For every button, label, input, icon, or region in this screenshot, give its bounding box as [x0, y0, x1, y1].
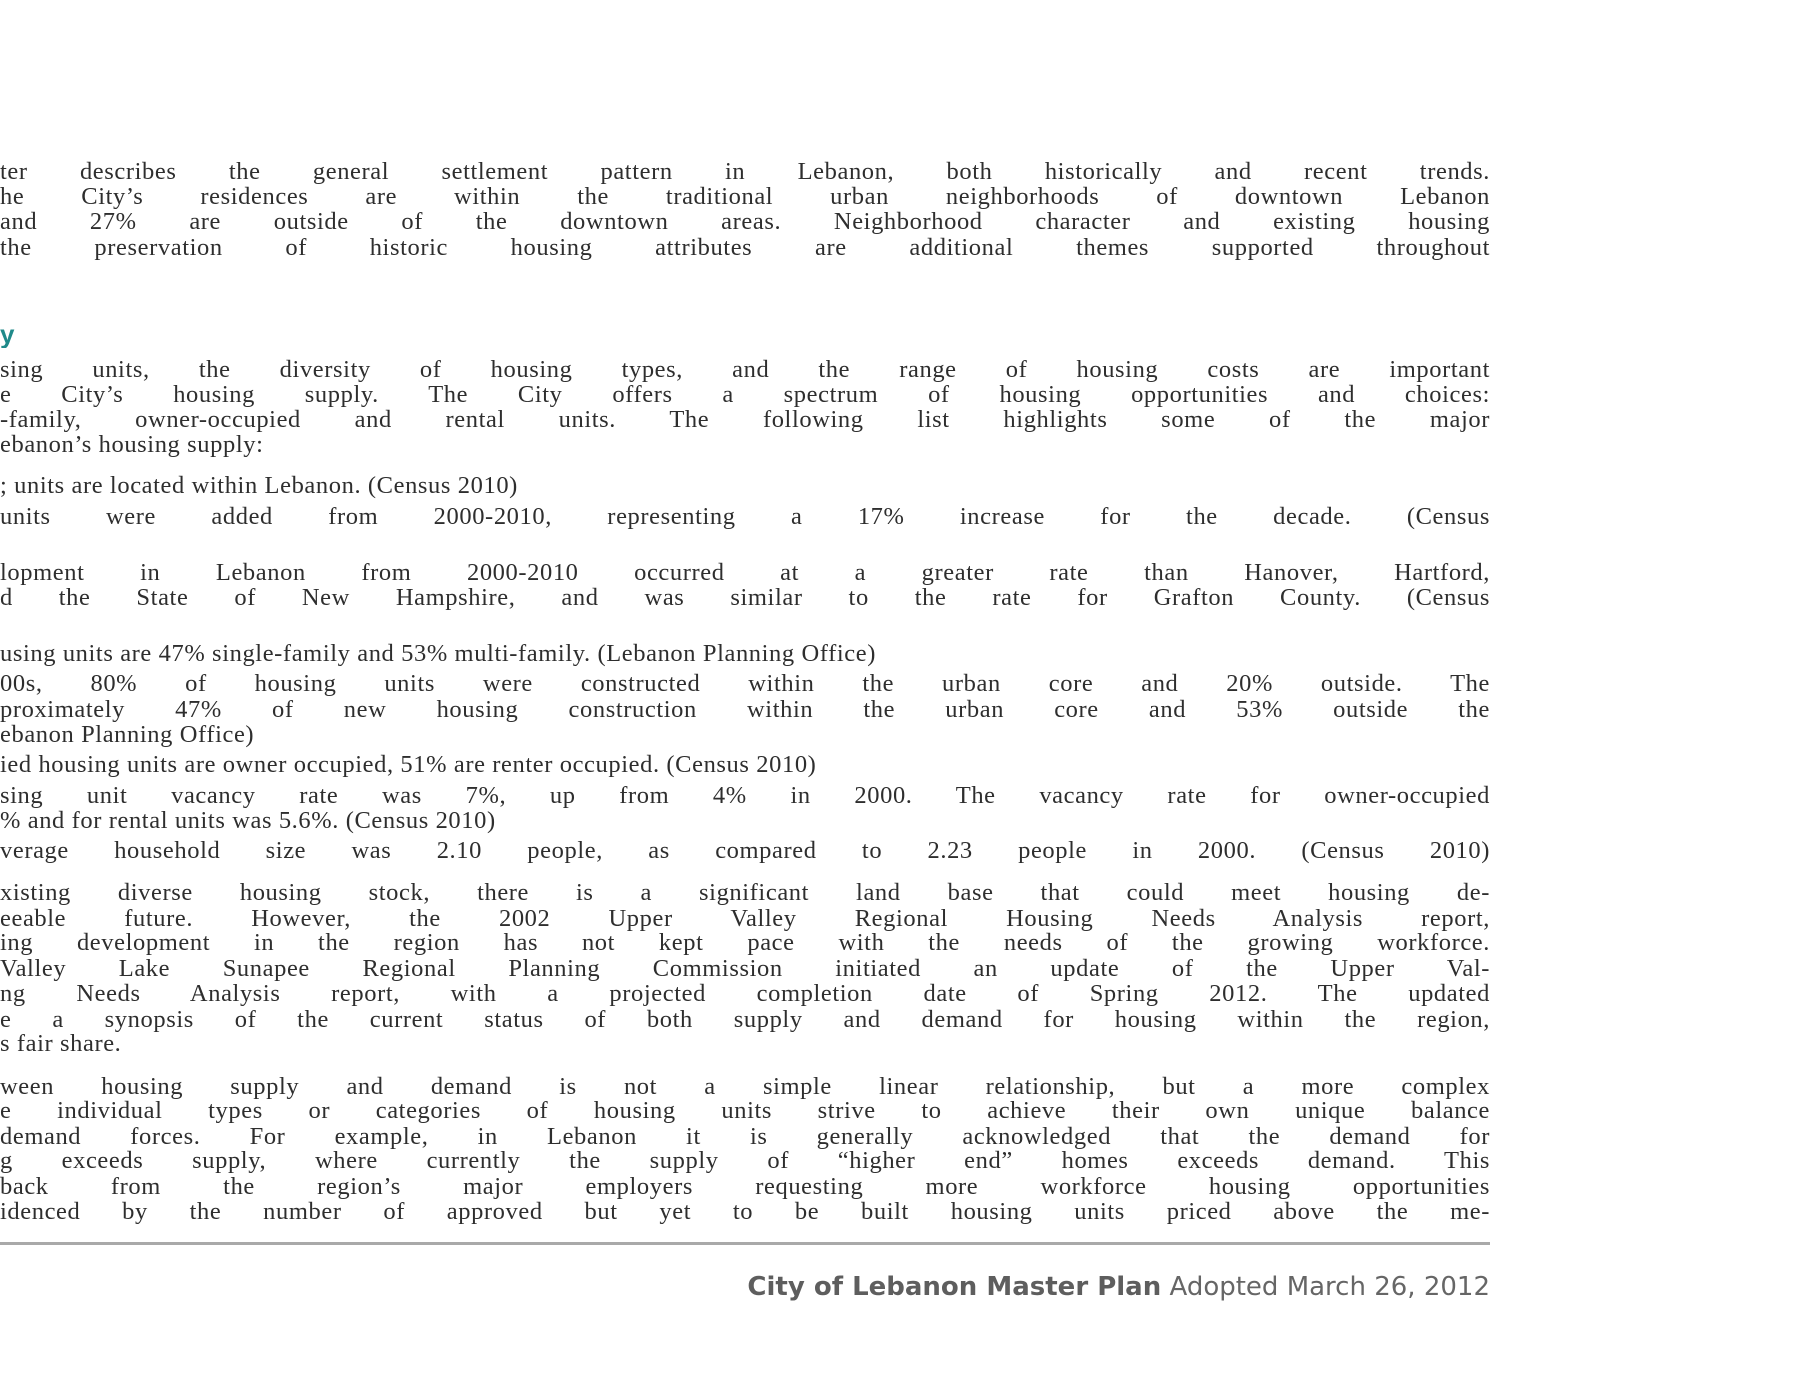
text-line: ing development in the region has not kept pace with the needs of the growing workforce.	[0, 929, 1490, 956]
text-line: the preservation of historic housing attributes are additional themes supported throughout	[0, 234, 1490, 261]
text-line: eeable future. However, the 2002 Upper Valley Regional Housing Needs Analysis report,	[0, 905, 1490, 932]
text-line: xisting diverse housing stock, there is a significant land base that could meet housing de-	[0, 879, 1490, 906]
page-footer	[747, 1272, 1490, 1302]
text-line: and 27% are outside of the downtown areas. Neighborhood character and existing housing	[0, 208, 1490, 235]
footer-title: City of Lebanon Master Plan	[747, 1272, 1162, 1302]
text-line: e a synopsis of the current status of both supply and demand for housing within the region,	[0, 1006, 1490, 1033]
list-item: verage household size was 2.10 people, as compared to 2.23 people in 2000. (Census 2010)	[0, 837, 1490, 864]
list-item: ied housing units are owner occupied, 51% are renter occupied. (Census 2010)	[0, 751, 817, 778]
list-item: ; units are located within Lebanon. (Census 2010)	[0, 472, 518, 499]
text-line: sing units, the diversity of housing types, and the range of housing costs are important	[0, 356, 1490, 383]
list-item: using units are 47% single-family and 53% multi-family. (Lebanon Planning Office)	[0, 640, 876, 667]
text-line: ebanon’s housing supply:	[0, 431, 264, 458]
text-line: ween housing supply and demand is not a simple linear relationship, but a more complex	[0, 1073, 1490, 1100]
text-line: ng Needs Analysis report, with a projected completion date of Spring 2012. The updated	[0, 980, 1490, 1007]
text-line: s fair share.	[0, 1030, 122, 1057]
list-item: units were added from 2000-2010, representing a 17% increase for the decade. (Census	[0, 503, 1490, 530]
text-line: g exceeds supply, where currently the supply of “higher end” homes exceeds demand. This	[0, 1147, 1490, 1174]
text-line: ter describes the general settlement pattern in Lebanon, both historically and recent trends.	[0, 158, 1490, 185]
list-item: ebanon Planning Office)	[0, 721, 255, 748]
list-item: 00s, 80% of housing units were constructed within the urban core and 20% outside. The	[0, 670, 1490, 697]
list-item: proximately 47% of new housing construction within the urban core and 53% outside the	[0, 696, 1490, 723]
text-line: back from the region’s major employers requesting more workforce housing opportunities	[0, 1173, 1490, 1200]
text-line: he City’s residences are within the traditional urban neighborhoods of downtown Lebanon	[0, 183, 1490, 210]
text-line: Valley Lake Sunapee Regional Planning Commission initiated an update of the Upper Val-	[0, 955, 1490, 982]
text-line: e City’s housing supply. The City offers a spectrum of housing opportunities and choices:	[0, 381, 1490, 408]
list-item: sing unit vacancy rate was 7%, up from 4% in 2000. The vacancy rate for owner-occupied	[0, 782, 1490, 809]
footer-adopted-date: Adopted March 26, 2012	[1169, 1272, 1490, 1302]
list-item: % and for rental units was 5.6%. (Census 2010)	[0, 807, 496, 834]
footer-divider	[0, 1242, 1490, 1245]
section-heading: y	[0, 320, 16, 348]
text-line: -family, owner-occupied and rental units. The following list highlights some of the major	[0, 406, 1490, 433]
text-line: e individual types or categories of housing units strive to achieve their own unique balance	[0, 1097, 1490, 1124]
list-item: lopment in Lebanon from 2000-2010 occurred at a greater rate than Hanover, Hartford,	[0, 559, 1490, 586]
list-item: d the State of New Hampshire, and was similar to the rate for Grafton County. (Census	[0, 584, 1490, 611]
text-line: demand forces. For example, in Lebanon it is generally acknowledged that the demand for	[0, 1123, 1490, 1150]
text-line: idenced by the number of approved but yet to be built housing units priced above the me-	[0, 1198, 1490, 1225]
